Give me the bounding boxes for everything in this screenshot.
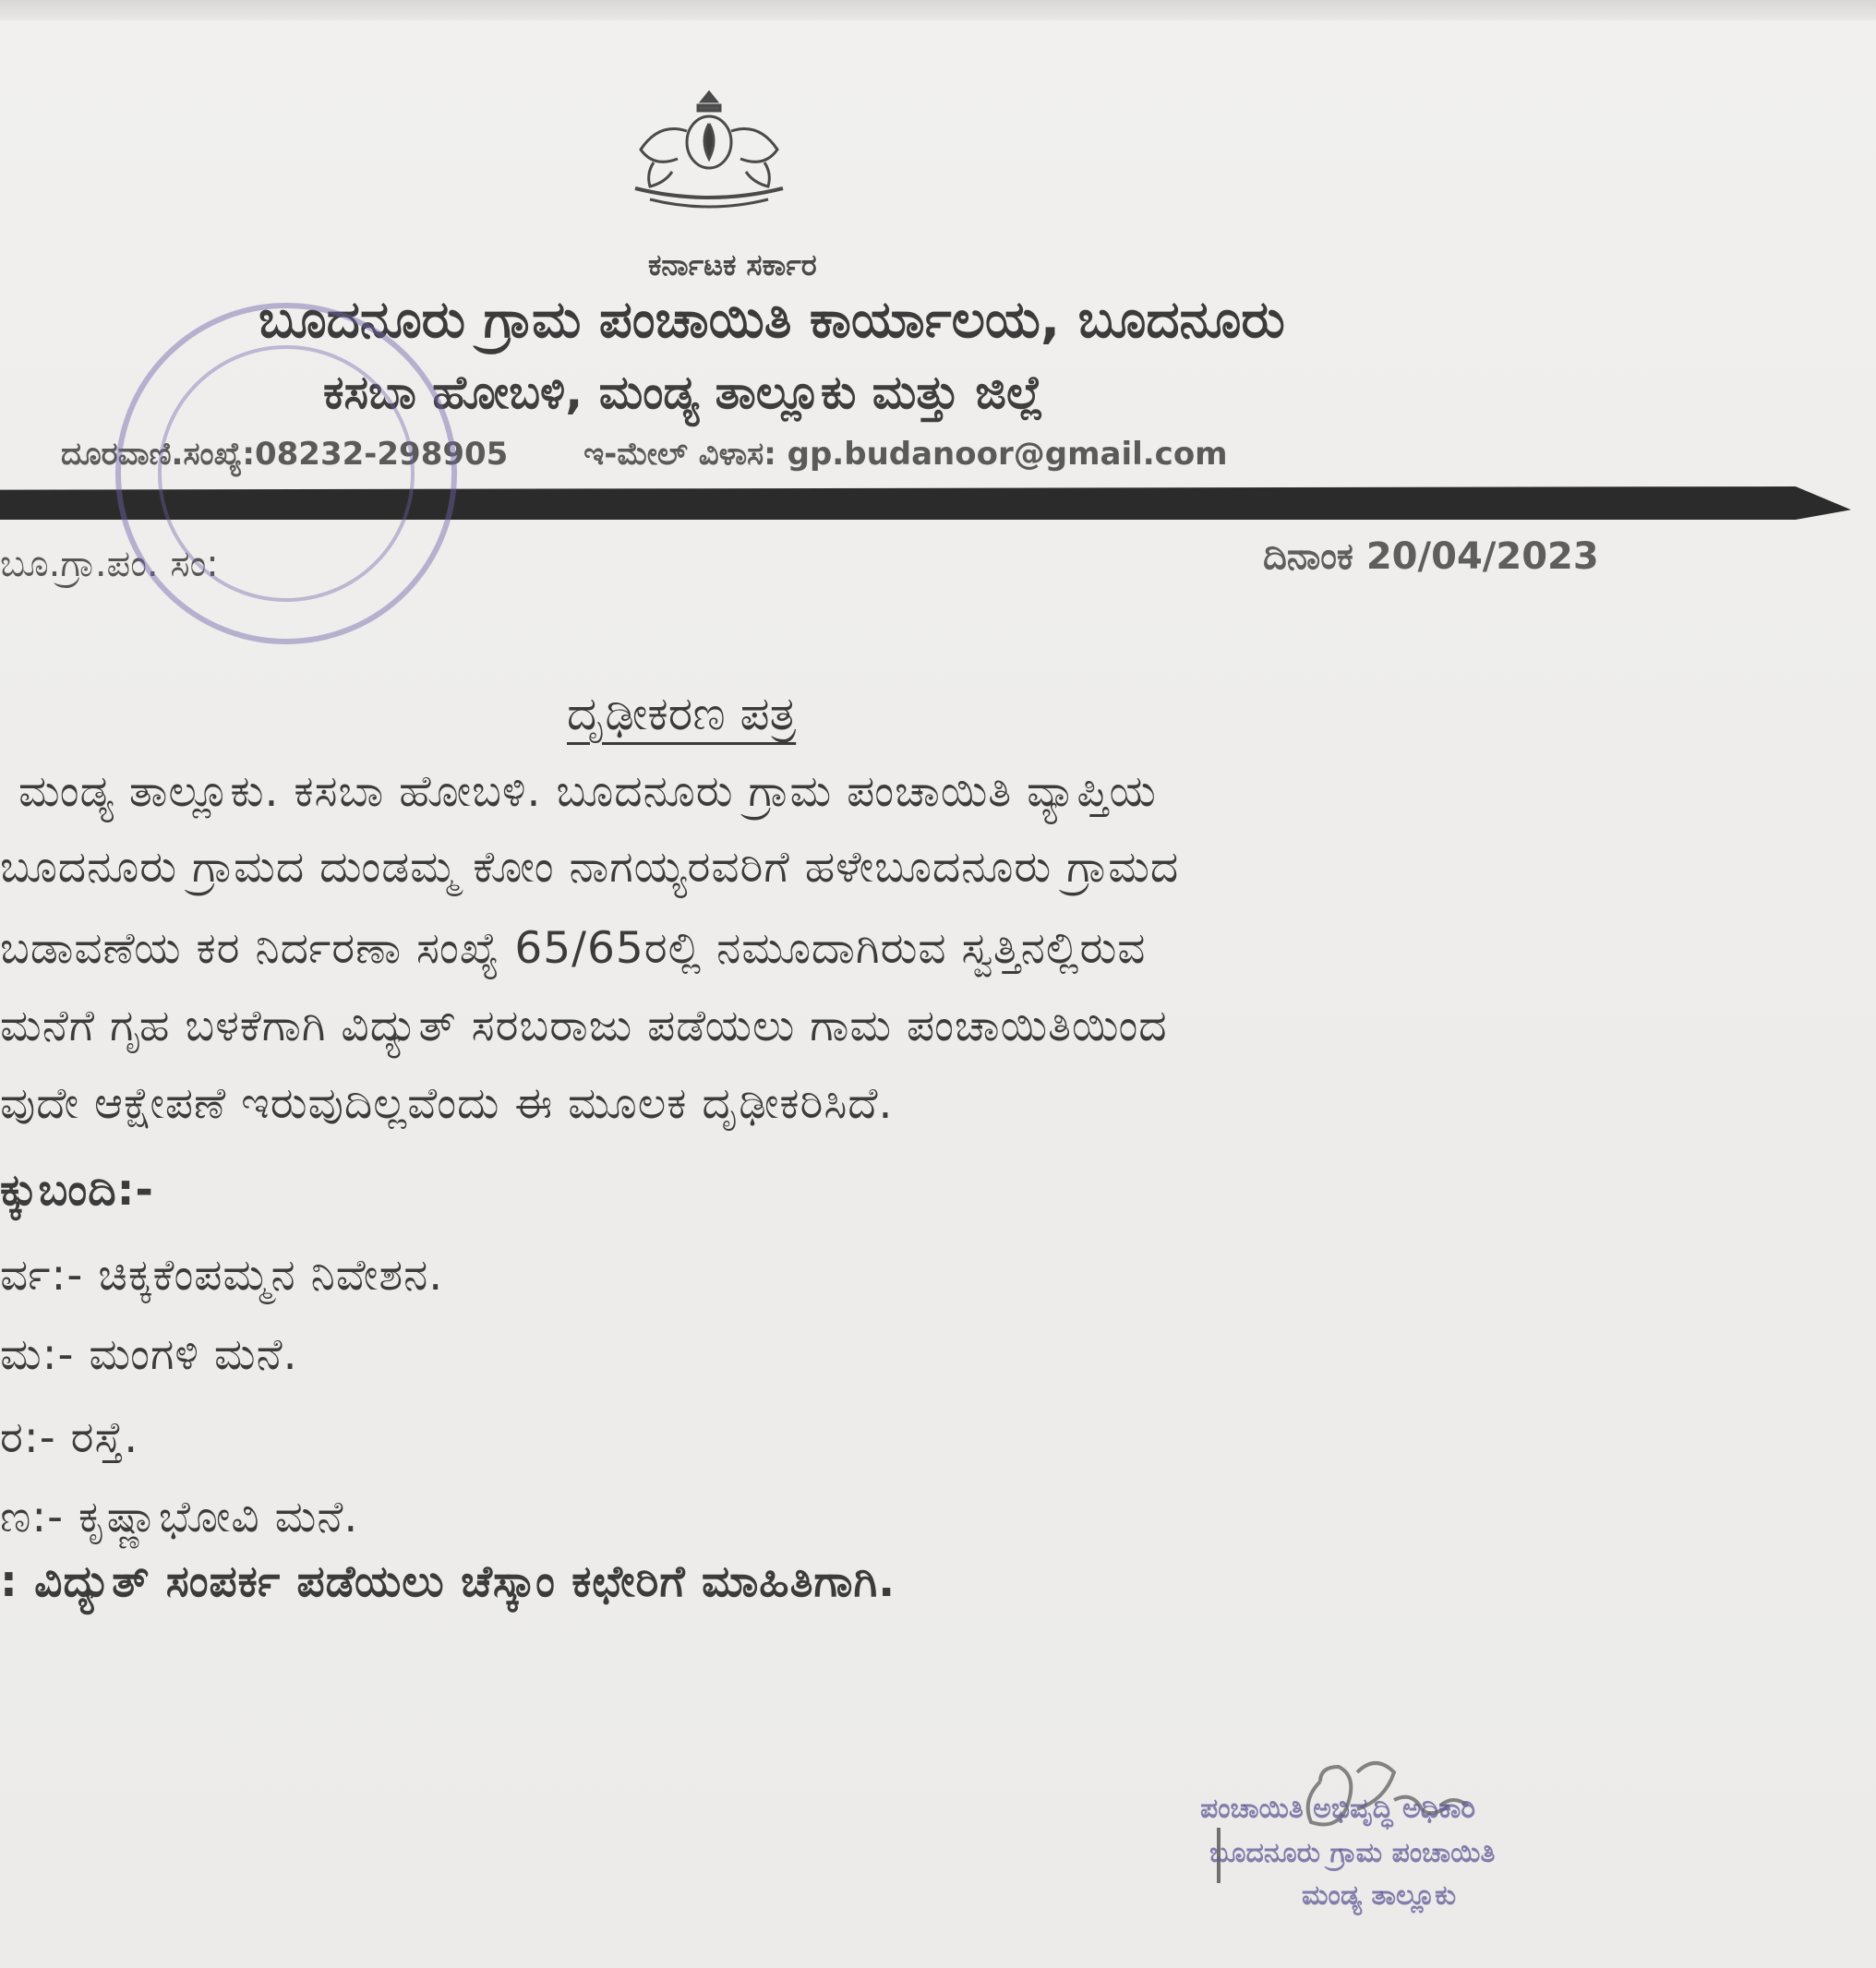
- boundary-south: ಣ:- ಕೃಷ್ಣಾಭೋವಿ ಮನೆ.: [0, 1492, 359, 1542]
- boundary-east: ರ್ವ:- ಚಿಕ್ಕಕೆಂಪಮ್ಮನ ನಿವೇಶನ.: [0, 1250, 444, 1301]
- document-heading: ದೃಢೀಕರಣ ಪತ್ರ: [567, 687, 797, 740]
- footer-note: : ವಿದ್ಯುತ್ ಸಂಪರ್ಕ ಪಡೆಯಲು ಚೆಸ್ಕಾಂ ಕಛೇರಿಗೆ ಮಾಹಿತಿಗಾಗಿ.: [0, 1556, 896, 1607]
- body-line: ಮಂಡ್ಯ ತಾಲ್ಲೂಕು. ಕಸಬಾ ಹೋಬಳಿ. ಬೂದನೂರು ಗ್ರಾಮ ಪಂಚಾಯಿತಿ ವ್ಯಾಪ್ತಿಯ: [18, 766, 1157, 817]
- government-name: ಕರ್ನಾಟಕ ಸರ್ಕಾರ: [648, 247, 817, 282]
- office-seal-stamp: [115, 303, 457, 644]
- reference-number: ಬೂ.ಗ್ರಾ.ಪಂ. ಸಂ:: [0, 543, 219, 585]
- office-subtitle: ಕಸಬಾ ಹೋಬಳಿ, ಮಂಡ್ಯ ತಾಲ್ಲೂಕು ಮತ್ತು ಜಿಲ್ಲೆ: [323, 366, 1044, 419]
- body-line: ಮನೆಗೆ ಗೃಹ ಬಳಕೆಗಾಗಿ ವಿದ್ಯುತ್ ಸರಬರಾಜು ಪಡೆಯಲು ಗಾಮ ಪಂಚಾಯಿತಿಯಿಂದ: [0, 1001, 1168, 1051]
- office-title: ಬೂದನೂರು ಗ್ರಾಮ ಪಂಚಾಯಿತಿ ಕಾರ್ಯಾಲಯ, ಬೂದನೂರು: [259, 290, 1285, 350]
- boundary-west: ಮ:- ಮಂಗಳಿ ಮನೆ.: [0, 1329, 298, 1380]
- boundaries-heading: ಕ್ಕುಬಂದಿ:-: [0, 1165, 154, 1216]
- letter-date: ದಿನಾಂಕ 20/04/2023: [1263, 535, 1599, 578]
- signatory-office: ಬೂದನೂರು ಗ್ರಾಮ ಪಂಚಾಯಿತಿ: [1209, 1837, 1496, 1869]
- signatory-taluk: ಮಂಡ್ಯ ತಾಲ್ಲೂಕು: [1302, 1879, 1457, 1912]
- phone-number: ದೂರವಾಣಿ.ಸಂಖ್ಯೆ:08232-298905: [61, 436, 509, 473]
- body-line: ಬೂದನೂರು ಗ್ರಾಮದ ದುಂಡಮ್ಮ ಕೋಂ ನಾಗಯ್ಯರವರಿಗೆ ಹಳೇಬೂದನೂರು ಗ್ರಾಮದ: [0, 842, 1180, 893]
- signatory-designation: ಪಂಚಾಯಿತಿ ಅಭಿವೃದ್ಧಿ ಅಧಿಕಾರಿ: [1200, 1793, 1476, 1825]
- body-line: ಬಡಾವಣೆಯ ಕರ ನಿರ್ದರಣಾ ಸಂಖ್ಯೆ 65/65ರಲ್ಲಿ ನಮೂದಾಗಿರುವ ಸ್ವತ್ತಿನಲ್ಲಿರುವ: [0, 923, 1147, 974]
- boundary-north: ರ:- ರಸ್ತೆ.: [0, 1412, 139, 1463]
- page-top-edge: [0, 0, 1876, 20]
- body-line: ವುದೇ ಆಕ್ಷೇಪಣೆ ಇರುವುದಿಲ್ಲವೆಂದು ಈ ಮೂಲಕ ದೃಢೀಕರಿಸಿದೆ.: [0, 1078, 894, 1129]
- email-address: ಇ-ಮೇಲ್ ವಿಳಾಸ: gp.budanoor@gmail.com: [583, 436, 1228, 473]
- karnataka-emblem-icon: [617, 85, 801, 214]
